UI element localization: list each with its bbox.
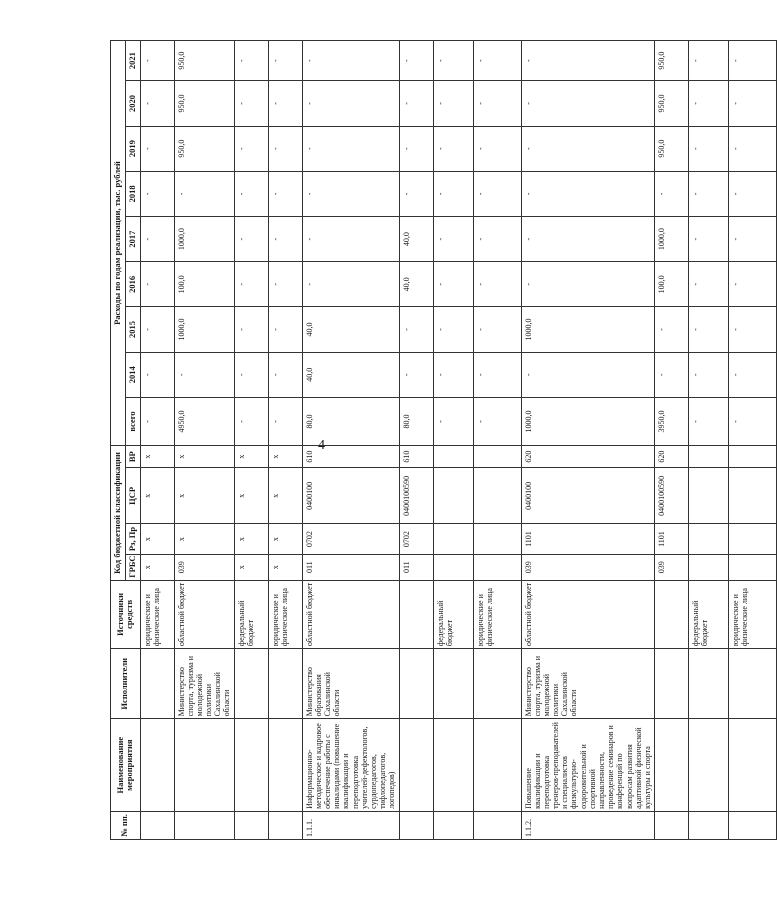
row-year-value: -	[689, 262, 729, 307]
row-grbs: 039	[521, 554, 655, 580]
row-year-value: -	[302, 262, 399, 307]
row-year-value: 40,0	[302, 352, 399, 397]
table-row	[433, 41, 473, 840]
row-source: юридические и физические лица	[140, 580, 174, 648]
row-vr: х	[174, 446, 234, 468]
row-year-value: 950,0	[174, 81, 234, 126]
row-year-value: -	[302, 171, 399, 216]
row-executor	[268, 649, 302, 719]
row-year-value: -	[473, 41, 521, 81]
row-source: федеральный бюджет	[433, 580, 473, 648]
row-csr	[689, 468, 729, 524]
row-name	[140, 719, 174, 811]
row-year-value: 950,0	[655, 81, 689, 126]
row-total: -	[729, 397, 777, 445]
table-row	[655, 41, 689, 840]
row-year-value: -	[689, 217, 729, 262]
row-year-value: -	[521, 352, 655, 397]
row-year-value: 40,0	[302, 307, 399, 352]
row-executor	[140, 649, 174, 719]
row-year-value: -	[140, 217, 174, 262]
row-year-value: 100,0	[174, 262, 234, 307]
row-total: -	[234, 397, 268, 445]
row-grbs	[689, 554, 729, 580]
row-year-value: -	[689, 171, 729, 216]
row-total: 80,0	[399, 397, 433, 445]
row-executor	[655, 649, 689, 719]
header-source: Источники средств	[111, 580, 141, 648]
row-vr: 620	[655, 446, 689, 468]
table-row	[473, 41, 521, 840]
row-name	[655, 719, 689, 811]
row-year-value: -	[140, 262, 174, 307]
page-number: 4	[318, 438, 325, 453]
row-year-value: -	[473, 307, 521, 352]
row-csr: х	[174, 468, 234, 524]
row-vr: х	[268, 446, 302, 468]
row-year-value: -	[399, 307, 433, 352]
row-csr: 0400100	[521, 468, 655, 524]
header-csr: ЦСР	[125, 468, 140, 524]
row-year-value: -	[302, 126, 399, 171]
row-executor: Министерство спорта, туризма и молодежной политики Сахалинской области	[521, 649, 655, 719]
row-num	[174, 811, 234, 839]
header-budget-code: Код бюджетной классификации	[111, 446, 126, 581]
header-year-2016: 2016	[125, 262, 140, 307]
table-body	[140, 41, 777, 840]
row-rzpr: 0702	[399, 524, 433, 554]
header-rzpr: Рз, Пр	[125, 524, 140, 554]
row-year-value: 40,0	[399, 262, 433, 307]
row-year-value: -	[140, 352, 174, 397]
row-rzpr: 0702	[302, 524, 399, 554]
row-source: областной бюджет	[521, 580, 655, 648]
row-year-value: 950,0	[174, 126, 234, 171]
row-year-value: -	[140, 307, 174, 352]
row-grbs: 011	[302, 554, 399, 580]
row-year-value: -	[521, 171, 655, 216]
row-name: Информационно-методическое и кадровое обеспечение работы с инвалидами (повышение квалификации и переподготовка учителей-дефектологов, сурдопедагогов, тифлопедагогов, логопедов)	[302, 719, 399, 811]
row-vr: 620	[521, 446, 655, 468]
row-year-value: -	[268, 217, 302, 262]
row-grbs	[473, 554, 521, 580]
row-num	[268, 811, 302, 839]
row-year-value: -	[689, 126, 729, 171]
row-year-value: -	[433, 262, 473, 307]
row-year-value: -	[521, 262, 655, 307]
table-row	[689, 41, 729, 840]
row-num: 1.1.1.	[302, 811, 399, 839]
row-year-value: -	[521, 217, 655, 262]
row-year-value: -	[174, 171, 234, 216]
row-year-value: -	[473, 262, 521, 307]
row-rzpr: х	[268, 524, 302, 554]
row-year-value: -	[399, 171, 433, 216]
row-year-value: -	[140, 81, 174, 126]
row-total: 4950,0	[174, 397, 234, 445]
row-year-value: -	[729, 126, 777, 171]
row-year-value: 950,0	[655, 41, 689, 81]
row-year-value: -	[268, 352, 302, 397]
row-name	[729, 719, 777, 811]
row-csr: х	[140, 468, 174, 524]
row-year-value: 1000,0	[521, 307, 655, 352]
row-year-value: -	[234, 262, 268, 307]
row-year-value: -	[399, 352, 433, 397]
row-num	[473, 811, 521, 839]
row-csr: х	[234, 468, 268, 524]
row-year-value: -	[729, 307, 777, 352]
row-num	[655, 811, 689, 839]
row-num	[234, 811, 268, 839]
row-year-value: -	[399, 81, 433, 126]
row-year-value: -	[140, 41, 174, 81]
row-name	[433, 719, 473, 811]
header-year-2014: 2014	[125, 352, 140, 397]
row-year-value: -	[729, 171, 777, 216]
header-row-1	[111, 41, 126, 840]
row-source: федеральный бюджет	[234, 580, 268, 648]
row-year-value: -	[689, 41, 729, 81]
row-year-value: -	[729, 41, 777, 81]
row-csr: 0400100590	[399, 468, 433, 524]
row-executor: Министерство спорта, туризма и молодежной политики Сахалинской области	[174, 649, 234, 719]
row-vr	[689, 446, 729, 468]
row-year-value: 950,0	[655, 126, 689, 171]
row-year-value: -	[433, 81, 473, 126]
row-rzpr: 1101	[521, 524, 655, 554]
header-year-2021: 2021	[125, 41, 140, 81]
row-name	[399, 719, 433, 811]
row-csr: х	[268, 468, 302, 524]
row-year-value: -	[689, 352, 729, 397]
row-year-value: 1000,0	[174, 307, 234, 352]
header-grbs: ГРБС	[125, 554, 140, 580]
row-year-value: -	[473, 352, 521, 397]
row-year-value: -	[729, 81, 777, 126]
row-year-value: -	[689, 307, 729, 352]
row-total: -	[140, 397, 174, 445]
row-year-value: -	[234, 171, 268, 216]
table-row	[521, 41, 655, 840]
row-grbs: х	[268, 554, 302, 580]
rotated-table-container	[110, 40, 750, 840]
table-row	[174, 41, 234, 840]
row-grbs	[433, 554, 473, 580]
row-source: юридические и физические лица	[729, 580, 777, 648]
row-executor	[433, 649, 473, 719]
row-year-value: -	[174, 352, 234, 397]
row-year-value: -	[521, 81, 655, 126]
row-total: 1000,0	[521, 397, 655, 445]
row-year-value: -	[234, 352, 268, 397]
row-csr	[729, 468, 777, 524]
row-total: -	[268, 397, 302, 445]
row-year-value: -	[655, 307, 689, 352]
row-year-value: 100,0	[655, 262, 689, 307]
row-executor	[473, 649, 521, 719]
row-csr	[433, 468, 473, 524]
row-rzpr: 1101	[655, 524, 689, 554]
row-csr	[473, 468, 521, 524]
row-year-value: -	[234, 41, 268, 81]
row-grbs: 039	[655, 554, 689, 580]
header-name: Наименование мероприятия	[111, 719, 141, 811]
row-year-value: -	[302, 217, 399, 262]
row-total: -	[689, 397, 729, 445]
row-year-value: -	[399, 41, 433, 81]
row-year-value: -	[473, 81, 521, 126]
row-year-value: -	[433, 217, 473, 262]
row-num	[399, 811, 433, 839]
row-vr: х	[140, 446, 174, 468]
row-grbs	[729, 554, 777, 580]
row-vr	[433, 446, 473, 468]
row-year-value: -	[729, 352, 777, 397]
row-year-value: -	[234, 81, 268, 126]
row-year-value: -	[302, 41, 399, 81]
table-row	[234, 41, 268, 840]
row-source: юридические и физические лица	[268, 580, 302, 648]
row-rzpr	[473, 524, 521, 554]
row-source	[655, 580, 689, 648]
row-executor	[689, 649, 729, 719]
row-year-value: -	[268, 41, 302, 81]
row-executor: Министерство образования Сахалинской области	[302, 649, 399, 719]
header-expenses: Расходы по годам реализации, тыс. рублей	[111, 41, 126, 446]
row-grbs: х	[234, 554, 268, 580]
row-num	[140, 811, 174, 839]
row-year-value: -	[689, 81, 729, 126]
header-year-2017: 2017	[125, 217, 140, 262]
row-year-value: -	[268, 262, 302, 307]
row-name	[689, 719, 729, 811]
row-name	[174, 719, 234, 811]
row-year-value: -	[521, 126, 655, 171]
row-name	[268, 719, 302, 811]
row-year-value: -	[140, 171, 174, 216]
row-executor	[234, 649, 268, 719]
header-year-2019: 2019	[125, 126, 140, 171]
table-row	[399, 41, 433, 840]
row-num	[729, 811, 777, 839]
table-row	[268, 41, 302, 840]
row-total: 3950,0	[655, 397, 689, 445]
table-row	[302, 41, 399, 840]
row-csr: 0400100	[302, 468, 399, 524]
row-year-value: -	[399, 126, 433, 171]
row-total: -	[433, 397, 473, 445]
row-year-value: -	[433, 171, 473, 216]
header-year-2015: 2015	[125, 307, 140, 352]
row-year-value: -	[729, 262, 777, 307]
row-vr: х	[234, 446, 268, 468]
header-year-2020: 2020	[125, 81, 140, 126]
row-total: -	[473, 397, 521, 445]
row-year-value: -	[234, 126, 268, 171]
row-year-value: -	[268, 126, 302, 171]
row-vr: 610	[302, 446, 399, 468]
row-year-value: -	[234, 307, 268, 352]
row-source	[399, 580, 433, 648]
row-source: областной бюджет	[302, 580, 399, 648]
row-year-value: 1000,0	[655, 217, 689, 262]
header-year-2018: 2018	[125, 171, 140, 216]
header-executor: Исполнители	[111, 649, 141, 719]
row-year-value: -	[268, 171, 302, 216]
header-vr: ВР	[125, 446, 140, 468]
row-year-value: -	[473, 126, 521, 171]
row-year-value: -	[268, 81, 302, 126]
row-rzpr	[689, 524, 729, 554]
row-name	[473, 719, 521, 811]
row-source: областной бюджет	[174, 580, 234, 648]
row-num: 1.1.2.	[521, 811, 655, 839]
row-year-value: -	[433, 41, 473, 81]
row-name: Повышение квалификации и переподготовка тренеров-преподавателей и специалистов физкультурно-оздоровительной и спортивной направленности, проведение семинаров и конференций по вопросам развития адаптивной физической культуры и спорта	[521, 719, 655, 811]
header-total: всего	[125, 397, 140, 445]
row-year-value: 950,0	[174, 41, 234, 81]
row-year-value: -	[302, 81, 399, 126]
row-name	[234, 719, 268, 811]
row-rzpr: х	[140, 524, 174, 554]
row-grbs: 011	[399, 554, 433, 580]
row-year-value: -	[234, 217, 268, 262]
row-year-value: 40,0	[399, 217, 433, 262]
row-source: юридические и физические лица	[473, 580, 521, 648]
row-executor	[729, 649, 777, 719]
row-grbs: х	[140, 554, 174, 580]
row-vr	[473, 446, 521, 468]
row-executor	[399, 649, 433, 719]
row-rzpr: х	[174, 524, 234, 554]
row-year-value: -	[433, 307, 473, 352]
row-year-value: -	[473, 217, 521, 262]
row-year-value: -	[729, 217, 777, 262]
row-year-value: 1000,0	[174, 217, 234, 262]
row-vr	[729, 446, 777, 468]
row-vr: 610	[399, 446, 433, 468]
row-grbs: 039	[174, 554, 234, 580]
table-row	[729, 41, 777, 840]
row-year-value: -	[655, 171, 689, 216]
row-year-value: -	[140, 126, 174, 171]
row-source: федеральный бюджет	[689, 580, 729, 648]
row-total: 80,0	[302, 397, 399, 445]
header-num: № пп.	[111, 811, 141, 839]
row-num	[689, 811, 729, 839]
row-num	[433, 811, 473, 839]
row-year-value: -	[433, 352, 473, 397]
row-rzpr	[433, 524, 473, 554]
row-year-value: -	[521, 41, 655, 81]
row-csr: 0400100590	[655, 468, 689, 524]
row-year-value: -	[473, 171, 521, 216]
row-rzpr	[729, 524, 777, 554]
row-year-value: -	[433, 126, 473, 171]
row-year-value: -	[268, 307, 302, 352]
budget-table	[110, 40, 777, 840]
row-year-value: -	[655, 352, 689, 397]
table-row	[140, 41, 174, 840]
row-rzpr: х	[234, 524, 268, 554]
